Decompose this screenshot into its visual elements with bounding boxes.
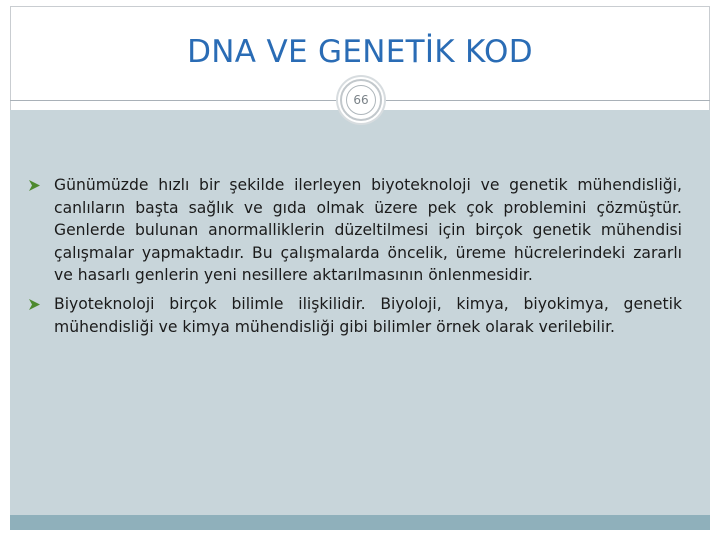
- arrow-right-bullet-icon: [28, 179, 41, 192]
- slide-title: DNA VE GENETİK KOD: [187, 34, 533, 70]
- bullet-list: [28, 174, 682, 344]
- footer-bar: [10, 515, 710, 530]
- bullet-item: [28, 293, 682, 338]
- page-number: 66: [346, 85, 376, 115]
- bullet-text: Günümüzde hızlı bir şekilde ilerleyen biyoteknoloji ve genetik mühendisliği, canlıların başta sağlık ve gıda olmak üzere pek çok problemini çözmüştür. Genlerde bulunan anormalliklerin düzeltilmesi için birçok genetik mühendisi çalışmalar yapmaktadır. Bu çalışmalarda öncelik, üreme hücrelerindeki zararlı ve hasarlı genlerin yeni nesillere aktarılmasının önlenmesidir.: [54, 176, 682, 285]
- page-number-badge: [340, 79, 382, 121]
- bullet-item: [28, 174, 682, 287]
- arrow-right-bullet-icon: [28, 298, 41, 311]
- bullet-text: Biyoteknoloji birçok bilimle ilişkilidir. Biyoloji, kimya, biyokimya, genetik mühendisliği ve kimya mühendisliği gibi bilimler örnek olarak verilebilir.: [54, 294, 682, 336]
